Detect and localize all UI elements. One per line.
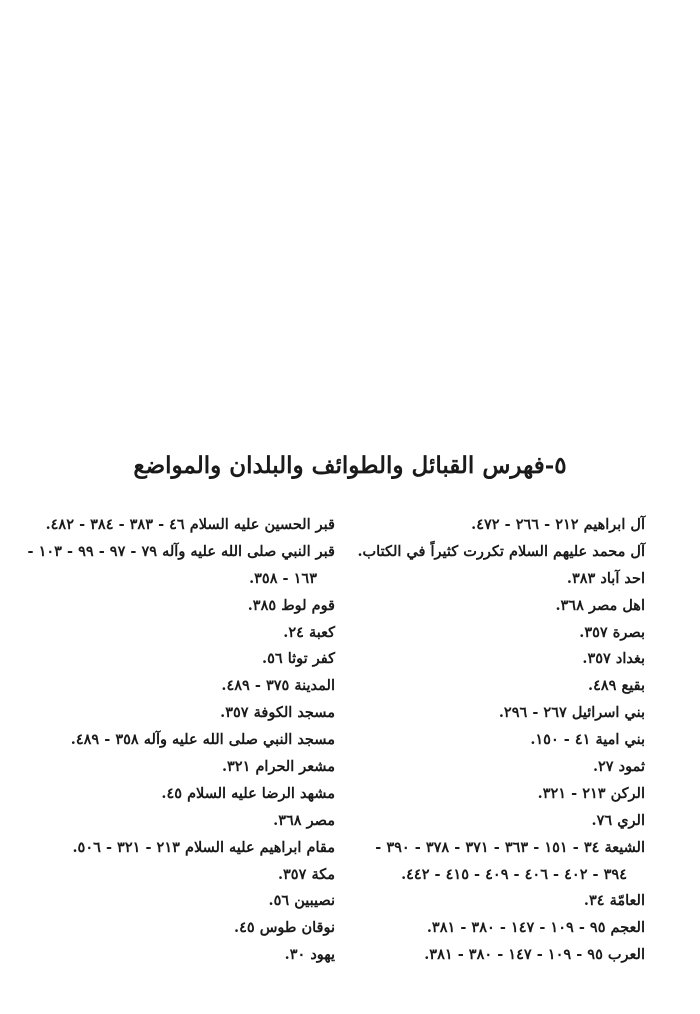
index-entry: العامّة ٣٤. — [583, 892, 645, 910]
index-entry: مشعر الحرام ٣٢١. — [221, 758, 335, 776]
index-entry: الري ٧٦. — [591, 811, 645, 829]
index-entry: آل ابراهيم ٢١٢ - ٢٦٦ - ٤٧٢. — [471, 516, 645, 533]
index-entry: احد آباد ٣٨٣. — [566, 569, 645, 587]
index-entry: كفر توثا ٥٦. — [262, 650, 335, 668]
index-entry: آل محمد عليهم السلام تكررت كثيراً في الكتاب. — [357, 542, 645, 560]
index-entry: اهل مصر ٣٦٨. — [555, 596, 645, 614]
index-entry: مسجد الكوفة ٣٥٧. — [220, 704, 335, 722]
index-entry: بني اسرائيل ٢٦٧ - ٢٩٦. — [498, 704, 645, 722]
index-entry: الركن ٢١٣ - ٣٢١. — [537, 784, 645, 802]
index-entry: مكة ٣٥٧. — [277, 865, 335, 883]
index-column-right — [345, 512, 645, 969]
index-entry: الشيعة ٣٤ - ١٥١ - ٣٦٣ - ٣٧١ - ٣٧٨ - ٣٩٠ - — [375, 838, 645, 856]
index-entry: بني امية ٤١ - ١٥٠. — [530, 731, 645, 749]
index-entry: مسجد النبي صلى الله عليه وآله ٣٥٨ - ٤٨٩. — [70, 731, 335, 749]
index-entry-continuation: ١٦٣ - ٣٥٨. — [249, 569, 317, 587]
index-title: ٥-فهرس القبائل والطوائف والبلدان والمواضع — [133, 452, 567, 479]
index-entry: بقيع ٤٨٩. — [588, 677, 645, 695]
index-entry: قبر الحسين عليه السلام ٤٦ - ٣٨٣ - ٣٨٤ - ٤٨٢. — [45, 516, 335, 533]
index-entry: مقام ابراهيم عليه السلام ٢١٣ - ٣٢١ - ٥٠٦. — [72, 838, 335, 856]
index-entry: قبر النبي صلى الله عليه وآله ٧٩ - ٩٧ - ٩٩ - ١٠٣ - — [27, 542, 335, 560]
index-column-left — [27, 512, 335, 969]
index-entry: ثمود ٢٧. — [592, 758, 645, 776]
index-entry: بصرة ٣٥٧. — [579, 623, 645, 641]
index-entry: قوم لوط ٣٨٥. — [247, 596, 335, 614]
index-entry-continuation: ٣٩٤ - ٤٠٢ - ٤٠٦ - ٤٠٩ - ٤١٥ - ٤٤٢. — [401, 865, 627, 883]
index-entry: العجم ٩٥ - ١٠٩ - ١٤٧ - ٣٨٠ - ٣٨١. — [426, 919, 645, 937]
index-entry: بغداد ٣٥٧. — [582, 650, 645, 668]
index-entry: نصيبين ٥٦. — [268, 892, 335, 910]
index-entry: المدينة ٣٧٥ - ٤٨٩. — [221, 677, 335, 695]
index-entry: يهود ٣٠. — [284, 946, 335, 964]
index-entry: العرب ٩٥ - ١٠٩ - ١٤٧ - ٣٨٠ - ٣٨١. — [424, 946, 645, 964]
index-entry: مصر ٣٦٨. — [273, 811, 335, 829]
index-entry: نوقان طوس ٤٥. — [234, 919, 335, 937]
index-entry: مشهد الرضا عليه السلام ٤٥. — [161, 784, 335, 802]
index-entry: كعبة ٢٤. — [283, 623, 335, 641]
